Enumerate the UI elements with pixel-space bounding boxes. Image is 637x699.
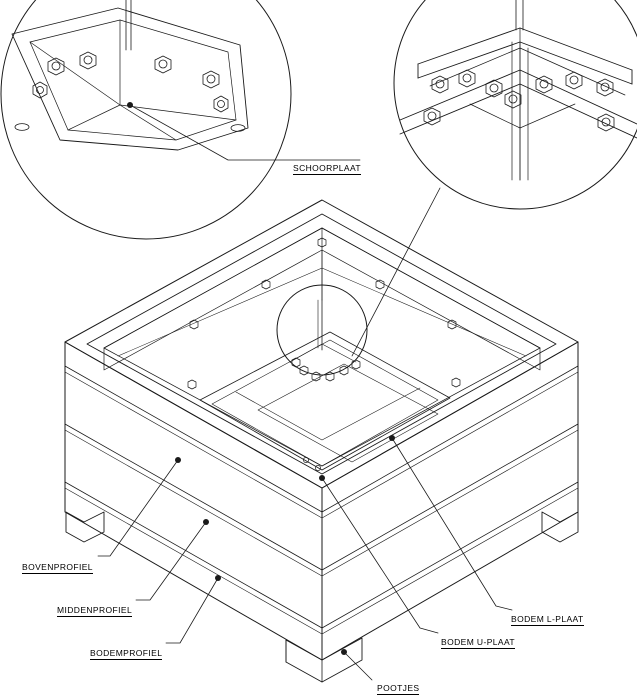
callout-label-pootjes: POOTJES [377, 683, 420, 693]
detail-circle-top-left [1, 0, 360, 239]
callout-label-bodem-l-plaat: BODEM L-PLAAT [511, 614, 584, 624]
planter-model [65, 200, 578, 682]
callout-label-middenprofiel: MIDDENPROFIEL [57, 605, 133, 615]
callout-label-schoorplaat: SCHOORPLAAT [293, 163, 362, 173]
callout-label-bodem-u-plaat: BODEM U-PLAAT [441, 637, 515, 647]
detail-circle-top-right [352, 0, 637, 356]
callout-label-bovenprofiel: BOVENPROFIEL [22, 562, 93, 572]
callout-label-bodemprofiel: BODEMPROFIEL [90, 648, 163, 658]
